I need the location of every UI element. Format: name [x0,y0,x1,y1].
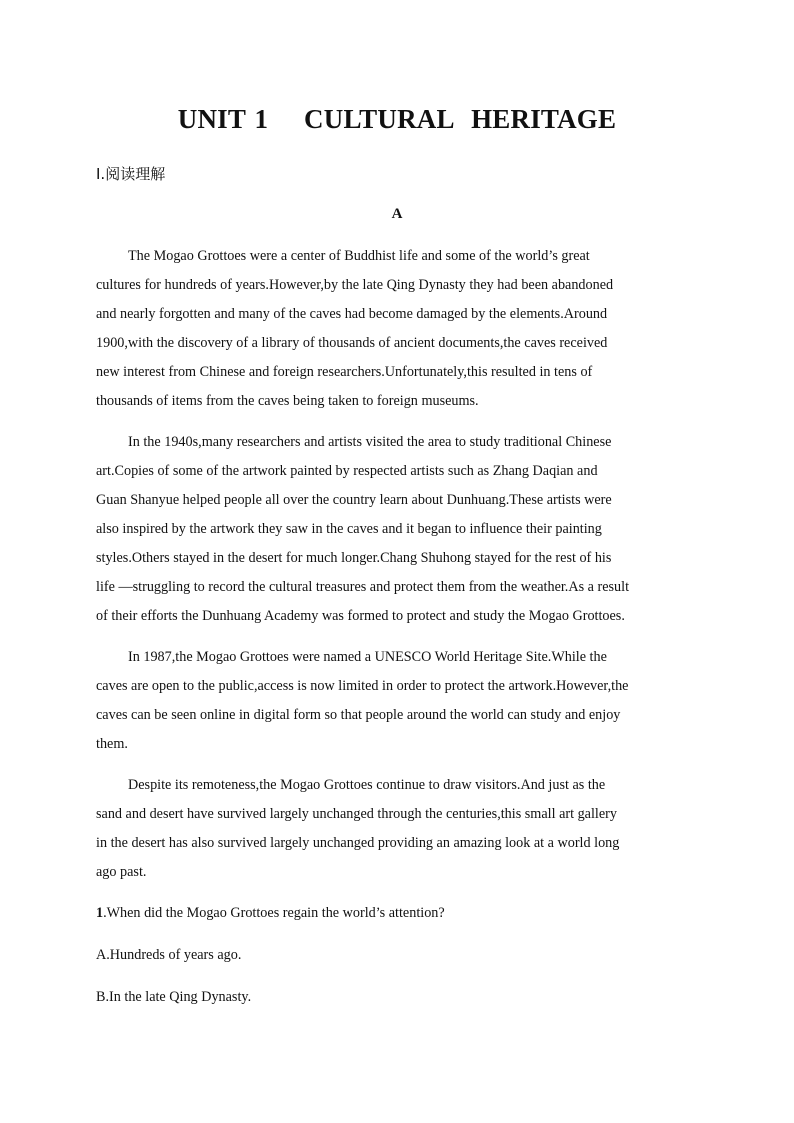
paragraph-line: and nearly forgotten and many of the caves had become damaged by the elements.Around [96,306,608,322]
paragraph-line: them. [96,736,128,752]
unit-title: UNIT 1 CULTURAL HERITAGE [177,104,617,134]
paragraph-line: Guan Shanyue helped people all over the country learn about Dunhuang.These artists were [96,492,612,508]
paragraph-line: 1900,with the discovery of a library of thousands of ancient documents,the caves received [96,335,608,351]
question-number: 1 [96,905,104,921]
section-heading: Ⅰ.阅读理解 [96,165,166,183]
paragraph-1 [96,242,692,416]
paragraph-line: art.Copies of some of the artwork painted by respected artists such as Zhang Daqian and [96,463,598,479]
paragraph-line: of their efforts the Dunhuang Academy was formed to protect and study the Mogao Grottoes. [96,608,625,624]
paragraph-line: sand and desert have survived largely unchanged through the centuries,this small art gallery [96,806,617,822]
question-1 [96,905,445,922]
paragraph-line: new interest from Chinese and foreign researchers.Unfortunately,this resulted in tens of [96,364,593,380]
paragraph-line: caves are open to the public,access is now limited in order to protect the artwork.However,the [96,678,629,694]
passage-label: A [391,206,403,222]
question-text: .When did the Mogao Grottoes regain the world’s attention? [103,905,445,921]
answer-option-b: B.In the late Qing Dynasty. [96,989,252,1005]
paragraph-2 [96,428,692,631]
paragraph-line: The Mogao Grottoes were a center of Buddhist life and some of the world’s great [128,248,590,264]
paragraph-line: styles.Others stayed in the desert for much longer.Chang Shuhong stayed for the rest of his [96,550,612,566]
paragraph-line: In the 1940s,many researchers and artists visited the area to study traditional Chinese [128,434,612,450]
paragraph-3 [96,643,692,759]
paragraph-line: life —struggling to record the cultural treasures and protect them from the weather.As a result [96,579,630,595]
paragraph-line: ago past. [96,864,147,880]
paragraph-line: In 1987,the Mogao Grottoes were named a UNESCO World Heritage Site.While the [128,649,607,665]
paragraph-line: thousands of items from the caves being taken to foreign museums. [96,393,479,409]
paragraph-line: in the desert has also survived largely unchanged providing an amazing look at a world long [96,835,620,851]
paragraph-4 [96,771,692,887]
paragraph-line: also inspired by the artwork they saw in the caves and it began to influence their painting [96,521,602,537]
paragraph-line: caves can be seen online in digital form so that people around the world can study and enjoy [96,707,621,723]
paragraph-line: cultures for hundreds of years.However,by the late Qing Dynasty they had been abandoned [96,277,614,293]
paragraph-line: Despite its remoteness,the Mogao Grottoes continue to draw visitors.And just as the [128,777,606,793]
answer-option-a: A.Hundreds of years ago. [96,947,242,963]
